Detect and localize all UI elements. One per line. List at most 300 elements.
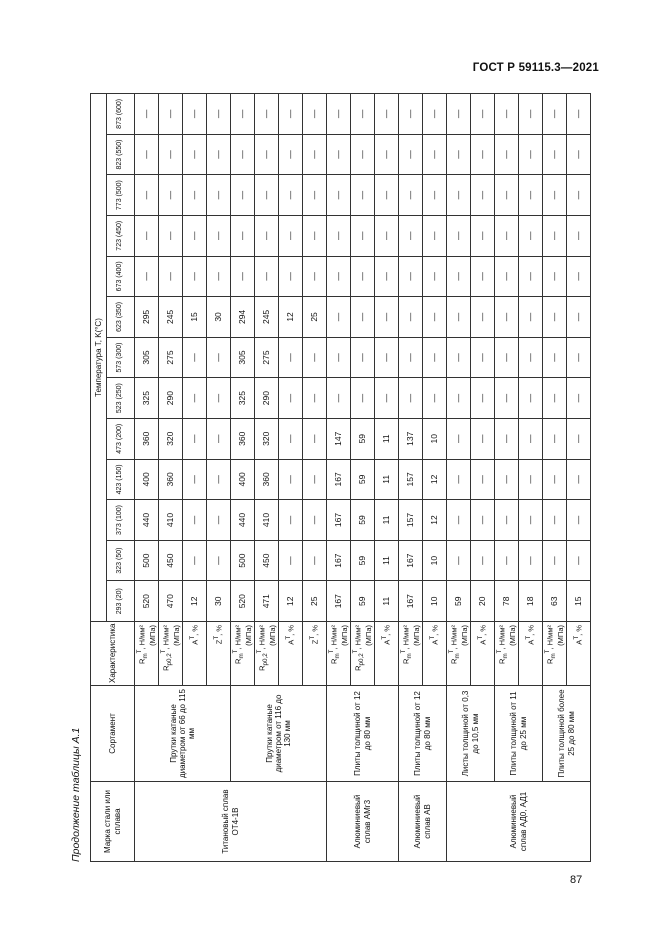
properties-table	[90, 93, 591, 862]
assortment-cell: Прутки катаные диаметром от 116 до 130 мм	[231, 686, 327, 782]
value-cell: —	[303, 500, 327, 541]
value-cell: —	[519, 378, 543, 419]
value-cell: —	[327, 337, 351, 378]
characteristic-cell: $A^T$, %	[519, 622, 543, 686]
value-cell: —	[543, 459, 567, 500]
value-cell: —	[375, 134, 399, 175]
value-cell: —	[327, 175, 351, 216]
value-cell: 275	[255, 337, 279, 378]
value-cell: —	[303, 215, 327, 256]
value-cell: —	[207, 94, 231, 135]
value-cell: 10	[423, 418, 447, 459]
value-cell: —	[519, 297, 543, 338]
value-cell: 360	[231, 418, 255, 459]
value-cell: 245	[255, 297, 279, 338]
value-cell: —	[495, 540, 519, 581]
value-cell: 11	[375, 418, 399, 459]
value-cell: —	[279, 134, 303, 175]
value-cell: —	[447, 378, 471, 419]
characteristic-cell: $A^T$, %	[183, 622, 207, 686]
value-cell: 320	[255, 418, 279, 459]
value-cell: —	[567, 175, 591, 216]
value-cell: —	[351, 94, 375, 135]
value-cell: 25	[303, 581, 327, 622]
value-cell: —	[207, 540, 231, 581]
value-cell: —	[495, 297, 519, 338]
value-cell: —	[135, 94, 159, 135]
value-cell: 12	[183, 581, 207, 622]
value-cell: —	[543, 418, 567, 459]
value-cell: —	[519, 540, 543, 581]
value-cell: —	[567, 540, 591, 581]
value-cell: —	[375, 378, 399, 419]
characteristic-cell: $R_m^T$, Н/мм² (МПа)	[399, 622, 423, 686]
value-cell: —	[567, 134, 591, 175]
value-cell: 78	[495, 581, 519, 622]
value-cell: —	[375, 256, 399, 297]
value-cell: 290	[255, 378, 279, 419]
value-cell: —	[279, 256, 303, 297]
value-cell: —	[543, 500, 567, 541]
value-cell: 360	[135, 418, 159, 459]
value-cell: 25	[303, 297, 327, 338]
value-cell: 471	[255, 581, 279, 622]
value-cell: —	[567, 94, 591, 135]
value-cell: —	[135, 134, 159, 175]
value-cell: 30	[207, 581, 231, 622]
value-cell: —	[399, 134, 423, 175]
table-row	[135, 94, 159, 862]
value-cell: —	[255, 175, 279, 216]
value-cell: —	[471, 297, 495, 338]
col-header-assortment: Сортамент	[91, 686, 135, 782]
value-cell: —	[495, 215, 519, 256]
value-cell: —	[351, 256, 375, 297]
value-cell: 11	[375, 540, 399, 581]
value-cell: —	[495, 459, 519, 500]
value-cell: —	[567, 418, 591, 459]
value-cell: —	[423, 378, 447, 419]
value-cell: —	[567, 459, 591, 500]
value-cell: 59	[351, 459, 375, 500]
value-cell: —	[183, 500, 207, 541]
value-cell: —	[519, 175, 543, 216]
value-cell: —	[231, 94, 255, 135]
table-row	[447, 94, 471, 862]
value-cell: —	[183, 378, 207, 419]
value-cell: —	[183, 418, 207, 459]
table-row	[399, 94, 423, 862]
value-cell: —	[351, 337, 375, 378]
value-cell: —	[327, 215, 351, 256]
temp-header-cell: 373 (100)	[107, 500, 135, 541]
table-row	[231, 94, 255, 862]
value-cell: —	[447, 175, 471, 216]
value-cell: —	[471, 256, 495, 297]
characteristic-cell: $R_{p0,2}^T$, Н/мм² (МПа)	[159, 622, 183, 686]
value-cell: 305	[135, 337, 159, 378]
value-cell: —	[447, 215, 471, 256]
value-cell: —	[471, 94, 495, 135]
value-cell: 11	[375, 459, 399, 500]
value-cell: 450	[255, 540, 279, 581]
value-cell: —	[567, 337, 591, 378]
value-cell: —	[399, 215, 423, 256]
value-cell: 400	[135, 459, 159, 500]
value-cell: —	[447, 94, 471, 135]
value-cell: —	[303, 540, 327, 581]
temp-header-cell: 673 (400)	[107, 256, 135, 297]
temp-header-cell: 473 (200)	[107, 418, 135, 459]
value-cell: 12	[423, 459, 447, 500]
value-cell: 245	[159, 297, 183, 338]
value-cell: —	[351, 215, 375, 256]
grade-cell: Титановый сплав ОТ4-1В	[135, 782, 327, 862]
value-cell: —	[471, 540, 495, 581]
value-cell: 325	[231, 378, 255, 419]
value-cell: —	[279, 459, 303, 500]
assortment-cell: Плиты толщиной от 12 до 80 мм	[399, 686, 447, 782]
value-cell: 167	[399, 540, 423, 581]
temp-header-cell: 873 (600)	[107, 94, 135, 135]
value-cell: —	[159, 94, 183, 135]
page-number: 87	[570, 874, 583, 886]
assortment-cell: Плиты толщиной от 12 до 80 мм	[327, 686, 399, 782]
assortment-cell: Прутки катаные диаметром от 66 до 115 мм	[135, 686, 231, 782]
value-cell: —	[327, 94, 351, 135]
value-cell: —	[255, 256, 279, 297]
value-cell: 167	[327, 500, 351, 541]
value-cell: 59	[447, 581, 471, 622]
value-cell: 10	[423, 540, 447, 581]
value-cell: —	[303, 459, 327, 500]
value-cell: —	[471, 418, 495, 459]
value-cell: 167	[327, 581, 351, 622]
value-cell: 15	[183, 297, 207, 338]
col-header-grade: Марка стали или сплава	[91, 782, 135, 862]
value-cell: —	[399, 337, 423, 378]
value-cell: —	[183, 256, 207, 297]
value-cell: —	[327, 297, 351, 338]
value-cell: —	[375, 175, 399, 216]
value-cell: —	[543, 256, 567, 297]
characteristic-cell: $Z^T$, %	[207, 622, 231, 686]
value-cell: —	[423, 175, 447, 216]
value-cell: 305	[231, 337, 255, 378]
value-cell: —	[495, 94, 519, 135]
value-cell: 520	[231, 581, 255, 622]
value-cell: —	[543, 134, 567, 175]
value-cell: —	[207, 215, 231, 256]
value-cell: —	[495, 256, 519, 297]
value-cell: —	[351, 175, 375, 216]
grade-cell: Алюминиевый сплав АД0, АД1	[447, 782, 591, 862]
value-cell: —	[447, 297, 471, 338]
characteristic-cell: $A^T$, %	[423, 622, 447, 686]
value-cell: —	[231, 256, 255, 297]
temp-header-cell: 293 (20)	[107, 581, 135, 622]
value-cell: —	[495, 500, 519, 541]
value-cell: —	[231, 134, 255, 175]
value-cell: —	[279, 215, 303, 256]
temp-header-cell: 573 (300)	[107, 337, 135, 378]
table-row	[495, 94, 519, 862]
value-cell: —	[279, 378, 303, 419]
value-cell: —	[327, 134, 351, 175]
value-cell: 11	[375, 581, 399, 622]
characteristic-cell: $R_{p0,2}^T$, Н/мм² (МПа)	[255, 622, 279, 686]
characteristic-cell: $A^T$, %	[375, 622, 399, 686]
value-cell: —	[471, 500, 495, 541]
temp-header-cell: 623 (350)	[107, 297, 135, 338]
value-cell: —	[567, 500, 591, 541]
value-cell: —	[495, 134, 519, 175]
value-cell: —	[279, 337, 303, 378]
value-cell: —	[519, 500, 543, 541]
value-cell: 470	[159, 581, 183, 622]
rotated-table-block	[70, 92, 584, 862]
characteristic-cell: $R_m^T$, Н/мм² (МПа)	[135, 622, 159, 686]
value-cell: 30	[207, 297, 231, 338]
value-cell: —	[279, 418, 303, 459]
value-cell: —	[303, 94, 327, 135]
value-cell: —	[159, 175, 183, 216]
value-cell: 410	[255, 500, 279, 541]
value-cell: —	[279, 94, 303, 135]
characteristic-cell: $R_m^T$, Н/мм² (МПа)	[543, 622, 567, 686]
value-cell: —	[567, 256, 591, 297]
value-cell: —	[423, 256, 447, 297]
value-cell: —	[159, 215, 183, 256]
value-cell: —	[303, 418, 327, 459]
value-cell: 325	[135, 378, 159, 419]
table-row	[327, 94, 351, 862]
value-cell: 290	[159, 378, 183, 419]
value-cell: —	[279, 540, 303, 581]
value-cell: —	[351, 297, 375, 338]
value-cell: —	[375, 297, 399, 338]
value-cell: —	[519, 459, 543, 500]
table-body	[135, 94, 591, 862]
value-cell: 295	[135, 297, 159, 338]
temp-header-cell: 773 (500)	[107, 175, 135, 216]
value-cell: —	[423, 215, 447, 256]
value-cell: —	[135, 175, 159, 216]
value-cell: —	[159, 256, 183, 297]
value-cell: —	[183, 337, 207, 378]
value-cell: —	[375, 337, 399, 378]
value-cell: —	[567, 215, 591, 256]
value-cell: —	[495, 378, 519, 419]
value-cell: —	[495, 337, 519, 378]
value-cell: —	[183, 540, 207, 581]
value-cell: —	[423, 94, 447, 135]
value-cell: —	[303, 134, 327, 175]
value-cell: 20	[471, 581, 495, 622]
value-cell: 59	[351, 540, 375, 581]
value-cell: 500	[135, 540, 159, 581]
value-cell: 12	[279, 581, 303, 622]
value-cell: 11	[375, 500, 399, 541]
value-cell: —	[519, 94, 543, 135]
value-cell: —	[399, 297, 423, 338]
characteristic-cell: $R_m^T$, Н/мм² (МПа)	[327, 622, 351, 686]
value-cell: —	[519, 418, 543, 459]
value-cell: 360	[255, 459, 279, 500]
value-cell: —	[399, 94, 423, 135]
value-cell: —	[207, 500, 231, 541]
value-cell: —	[543, 378, 567, 419]
value-cell: —	[135, 256, 159, 297]
col-header-temperature: Температура T, K(°C)	[91, 94, 107, 622]
value-cell: —	[183, 94, 207, 135]
assortment-cell: Листы толщиной от 0,3 до 10,5 мм	[447, 686, 495, 782]
characteristic-cell: $A^T$, %	[279, 622, 303, 686]
value-cell: —	[543, 297, 567, 338]
value-cell: —	[471, 134, 495, 175]
temp-header-cell: 823 (550)	[107, 134, 135, 175]
value-cell: —	[327, 256, 351, 297]
assortment-cell: Плиты толщиной от 11 до 25 мм	[495, 686, 543, 782]
value-cell: —	[255, 134, 279, 175]
value-cell: 440	[231, 500, 255, 541]
value-cell: 137	[399, 418, 423, 459]
value-cell: —	[351, 378, 375, 419]
characteristic-cell: $R_m^T$, Н/мм² (МПа)	[495, 622, 519, 686]
value-cell: —	[543, 337, 567, 378]
value-cell: —	[135, 215, 159, 256]
value-cell: —	[255, 215, 279, 256]
value-cell: —	[207, 256, 231, 297]
table-caption: Продолжение таблицы А.1	[70, 727, 82, 862]
value-cell: —	[447, 256, 471, 297]
value-cell: —	[375, 215, 399, 256]
value-cell: 12	[279, 297, 303, 338]
value-cell: —	[447, 134, 471, 175]
value-cell: —	[495, 418, 519, 459]
value-cell: —	[303, 337, 327, 378]
value-cell: —	[471, 215, 495, 256]
value-cell: —	[351, 134, 375, 175]
value-cell: —	[519, 134, 543, 175]
temp-header-cell: 323 (50)	[107, 540, 135, 581]
value-cell: —	[423, 337, 447, 378]
temp-header-cell: 523 (250)	[107, 378, 135, 419]
value-cell: 294	[231, 297, 255, 338]
value-cell: 59	[351, 418, 375, 459]
characteristic-cell: $A^T$, %	[471, 622, 495, 686]
value-cell: —	[327, 378, 351, 419]
grade-cell: Алюминиевый сплав АМг3	[327, 782, 399, 862]
value-cell: —	[183, 134, 207, 175]
value-cell: —	[183, 459, 207, 500]
value-cell: —	[495, 175, 519, 216]
value-cell: —	[303, 256, 327, 297]
value-cell: 450	[159, 540, 183, 581]
value-cell: 59	[351, 581, 375, 622]
value-cell: —	[207, 459, 231, 500]
value-cell: 275	[159, 337, 183, 378]
value-cell: —	[567, 378, 591, 419]
value-cell: —	[255, 94, 279, 135]
characteristic-cell: $A^T$, %	[567, 622, 591, 686]
value-cell: —	[447, 418, 471, 459]
value-cell: 410	[159, 500, 183, 541]
value-cell: 18	[519, 581, 543, 622]
value-cell: —	[207, 337, 231, 378]
value-cell: 147	[327, 418, 351, 459]
value-cell: —	[231, 175, 255, 216]
value-cell: 12	[423, 500, 447, 541]
value-cell: —	[471, 175, 495, 216]
characteristic-cell: $Z^T$, %	[303, 622, 327, 686]
value-cell: —	[375, 94, 399, 135]
document-standard-header: ГОСТ Р 59115.3—2021	[472, 62, 599, 74]
value-cell: 167	[327, 540, 351, 581]
value-cell: —	[567, 297, 591, 338]
value-cell: —	[207, 418, 231, 459]
value-cell: —	[183, 175, 207, 216]
value-cell: 440	[135, 500, 159, 541]
value-cell: —	[399, 378, 423, 419]
value-cell: 15	[567, 581, 591, 622]
value-cell: 400	[231, 459, 255, 500]
characteristic-cell: $R_m^T$, Н/мм² (МПа)	[231, 622, 255, 686]
value-cell: 167	[399, 581, 423, 622]
value-cell: —	[423, 134, 447, 175]
characteristic-cell: $R_{p0,2}^T$, Н/мм² (МПа)	[351, 622, 375, 686]
value-cell: 59	[351, 500, 375, 541]
value-cell: —	[399, 256, 423, 297]
value-cell: 63	[543, 581, 567, 622]
grade-cell: Алюминиевый сплав АВ	[399, 782, 447, 862]
value-cell: —	[447, 540, 471, 581]
value-cell: —	[447, 337, 471, 378]
value-cell: —	[519, 215, 543, 256]
value-cell: —	[471, 337, 495, 378]
value-cell: —	[423, 297, 447, 338]
value-cell: 360	[159, 459, 183, 500]
value-cell: —	[183, 215, 207, 256]
value-cell: —	[471, 459, 495, 500]
value-cell: —	[279, 500, 303, 541]
value-cell: —	[543, 540, 567, 581]
value-cell: —	[447, 459, 471, 500]
value-cell: —	[471, 378, 495, 419]
value-cell: —	[543, 215, 567, 256]
value-cell: —	[303, 378, 327, 419]
value-cell: 10	[423, 581, 447, 622]
col-header-characteristic: Характеристика	[91, 622, 135, 686]
value-cell: —	[279, 175, 303, 216]
value-cell: 320	[159, 418, 183, 459]
table-row	[543, 94, 567, 862]
value-cell: —	[543, 94, 567, 135]
value-cell: —	[159, 134, 183, 175]
value-cell: —	[447, 500, 471, 541]
value-cell: —	[519, 256, 543, 297]
temp-header-cell: 423 (150)	[107, 459, 135, 500]
value-cell: 157	[399, 500, 423, 541]
value-cell: —	[543, 175, 567, 216]
assortment-cell: Плиты толщиной более 25 до 80 мм	[543, 686, 591, 782]
temp-header-cell: 723 (450)	[107, 215, 135, 256]
value-cell: —	[207, 134, 231, 175]
value-cell: 167	[327, 459, 351, 500]
value-cell: —	[399, 175, 423, 216]
value-cell: —	[231, 215, 255, 256]
value-cell: —	[207, 378, 231, 419]
